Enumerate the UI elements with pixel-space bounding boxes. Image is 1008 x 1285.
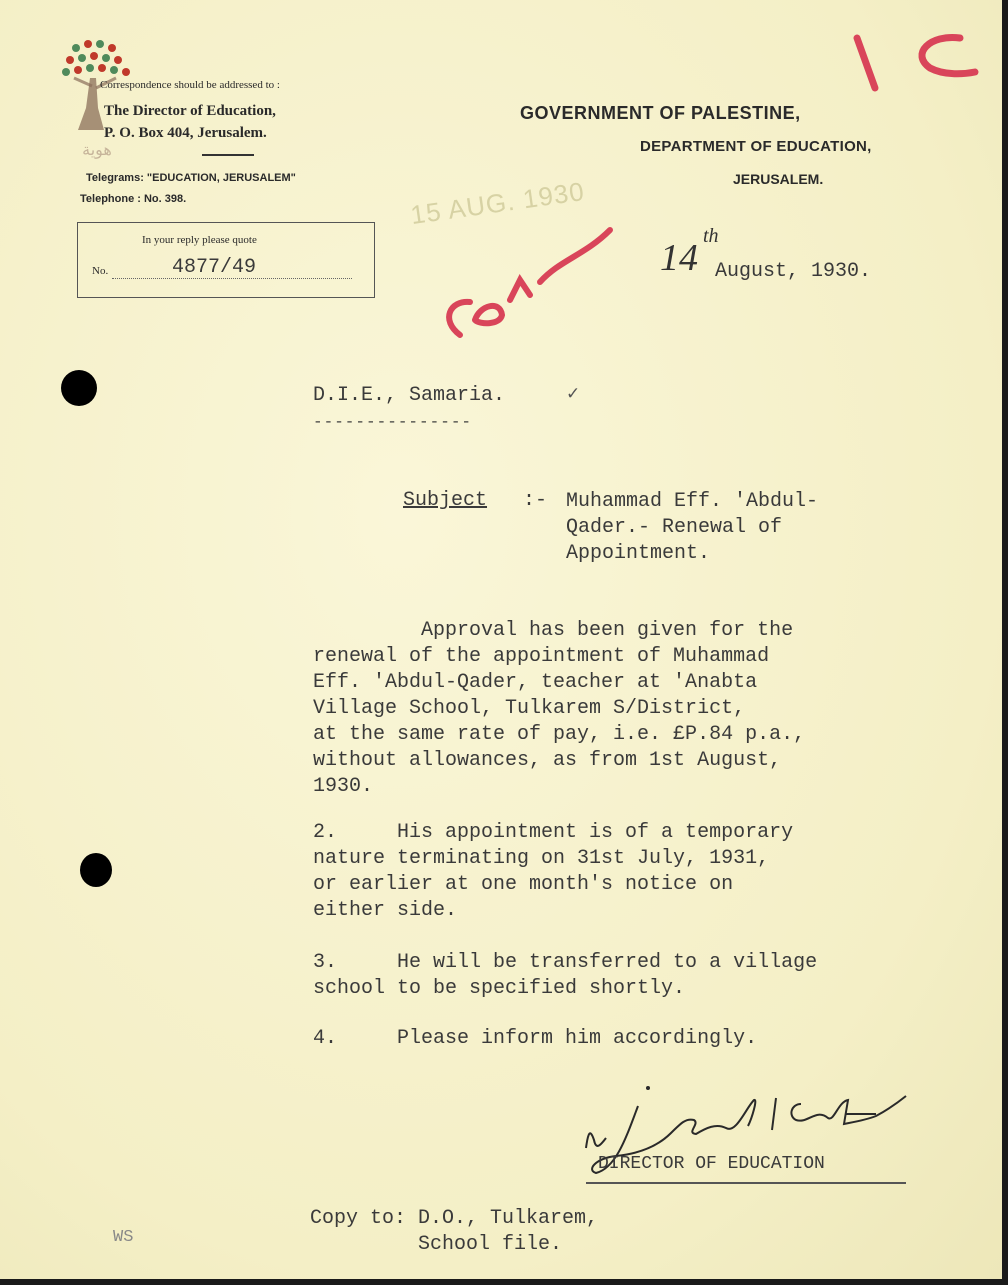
city-heading: JERUSALEM. (733, 171, 824, 187)
handwritten-day-suffix: th (703, 225, 719, 247)
watermark-text: هوية (82, 142, 112, 159)
recipient-underline: --------------- (313, 413, 473, 431)
address-line-2: P. O. Box 404, Jerusalem. (104, 125, 267, 141)
paragraph-1: Approval has been given for the renewal of the appointment of Muhammad Eff. 'Abdul-Qader, teacher at 'Anabta Village School, Tulkarem S/District, at the same rate of pay, i.e. £P.84 p.a., without allowances, as from 1st August, 1930. (313, 619, 806, 798)
punch-hole-bottom (80, 853, 112, 887)
telegrams-line: Telegrams: "EDUCATION, JERUSALEM" (86, 172, 296, 184)
subject-separator: :- (523, 489, 548, 512)
received-date-stamp: 15 AUG. 1930 (408, 175, 587, 231)
paragraph-4: 4. Please inform him accordingly. (313, 1027, 758, 1050)
recipient: D.I.E., Samaria. (313, 384, 506, 407)
address-divider (202, 154, 254, 156)
government-heading: GOVERNMENT OF PALESTINE, (520, 103, 801, 123)
address-line-1: The Director of Education, (104, 103, 276, 119)
department-heading: DEPARTMENT OF EDUCATION, (640, 138, 872, 155)
signatory-title: DIRECTOR OF EDUCATION (598, 1154, 825, 1174)
typed-date: August, 1930. (715, 260, 872, 283)
telephone-line: Telephone : No. 398. (80, 193, 187, 205)
typist-initials: WS (113, 1228, 134, 1247)
subject-label: Subject (403, 489, 488, 512)
signature-rule (586, 1182, 906, 1184)
check-mark: ✓ (566, 384, 581, 403)
correspondence-note: Correspondence should be addressed to : (100, 79, 280, 91)
copy-to: Copy to: D.O., Tulkarem, School file. (310, 1207, 599, 1256)
subject-text: Muhammad Eff. 'Abdul- Qader.- Renewal of Appointment. (566, 490, 819, 565)
reference-prompt: In your reply please quote (142, 234, 257, 246)
paragraph-3: 3. He will be transferred to a village school to be specified shortly. (313, 951, 818, 1000)
handwritten-day: 14 (660, 237, 698, 279)
punch-hole-top (61, 370, 97, 406)
red-crayon-marks (420, 20, 1000, 350)
reference-no-label: No. (92, 265, 109, 277)
paragraph-2: 2. His appointment is of a temporary nature terminating on 31st July, 1931, or earlier at one month's notice on either side. (313, 821, 794, 922)
reference-number: 4877/49 (172, 256, 257, 279)
